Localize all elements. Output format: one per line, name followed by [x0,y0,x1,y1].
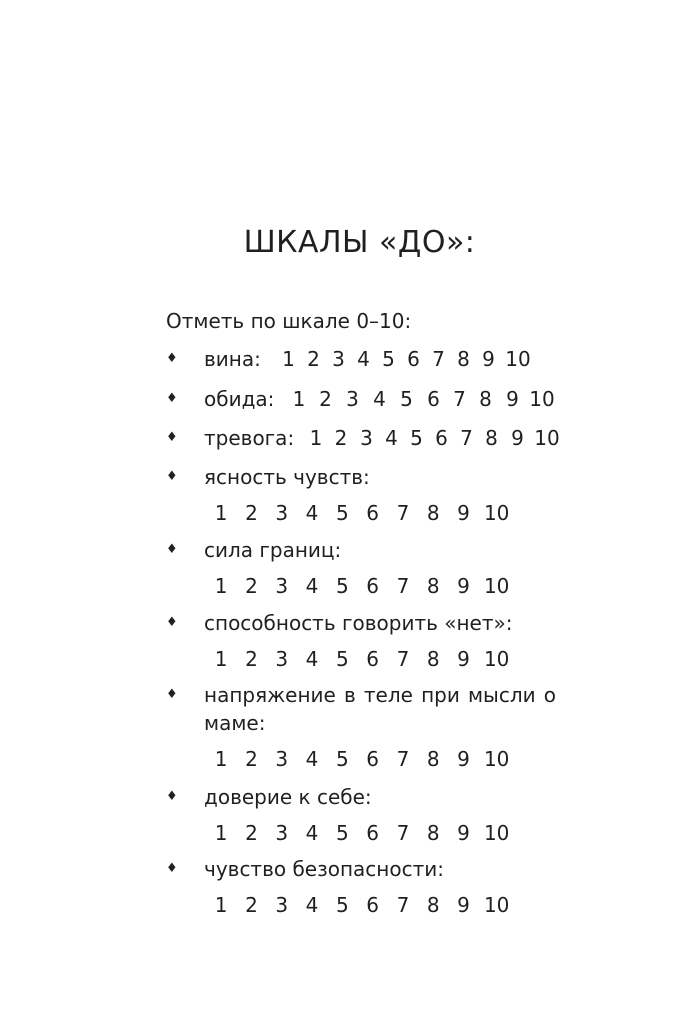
rating-scale-resentment [286,385,558,413]
diamond-bullet-icon: ♦ [166,615,178,630]
scale-item-guilt [166,345,566,373]
scale-label-anxiety: тревога: [204,426,295,450]
rating-9[interactable]: 9 [457,747,470,771]
rating-2[interactable]: 2 [319,387,332,411]
rating-10[interactable]: 10 [483,893,510,917]
rating-4[interactable]: 4 [305,747,319,771]
rating-5[interactable]: 5 [400,387,413,411]
rating-6[interactable]: 6 [366,893,379,917]
rating-1[interactable]: 1 [214,821,228,845]
rating-8[interactable]: 8 [426,647,440,671]
rating-1[interactable]: 1 [309,426,323,450]
rating-4[interactable]: 4 [305,574,319,598]
rating-8[interactable]: 8 [426,747,440,771]
rating-7[interactable]: 7 [432,347,445,371]
scale-label-self-trust: доверие к себе: [204,785,372,809]
scale-item-saying-no [166,609,566,673]
rating-3[interactable]: 3 [275,747,289,771]
rating-2[interactable]: 2 [245,747,258,771]
rating-6[interactable]: 6 [435,426,448,450]
diamond-bullet-icon: ♦ [166,687,178,702]
rating-10[interactable]: 10 [483,574,510,598]
rating-3[interactable]: 3 [275,821,289,845]
rating-4[interactable]: 4 [385,426,398,450]
scale-label-resentment: обида: [204,387,275,411]
rating-1[interactable]: 1 [292,387,306,411]
rating-10[interactable]: 10 [529,387,555,411]
diamond-bullet-icon: ♦ [166,789,178,804]
rating-7[interactable]: 7 [396,747,410,771]
rating-2[interactable]: 2 [245,893,258,917]
rating-10[interactable]: 10 [483,747,510,771]
rating-5[interactable]: 5 [382,347,395,371]
rating-7[interactable]: 7 [396,501,410,525]
rating-3[interactable]: 3 [360,426,373,450]
rating-6[interactable]: 6 [407,347,420,371]
scale-item-safety [166,855,566,919]
scale-item-self-trust [166,783,566,847]
rating-4[interactable]: 4 [305,821,319,845]
rating-9[interactable]: 9 [457,893,470,917]
rating-8[interactable]: 8 [457,347,470,371]
rating-scale-saying-no [206,645,515,673]
rating-scale-body-tension [206,745,515,773]
scale-item-boundaries [166,536,566,600]
rating-4[interactable]: 4 [373,387,386,411]
rating-6[interactable]: 6 [427,387,440,411]
rating-7[interactable]: 7 [453,387,466,411]
rating-5[interactable]: 5 [335,501,349,525]
rating-9[interactable]: 9 [457,574,470,598]
rating-10[interactable]: 10 [483,647,510,671]
scale-label-body-tension: напряжение в теле при мысли о маме: [204,683,556,735]
rating-5[interactable]: 5 [410,426,423,450]
scale-label-guilt: вина: [204,347,261,371]
scale-item-anxiety [166,424,566,452]
rating-5[interactable]: 5 [335,574,349,598]
rating-9[interactable]: 9 [457,647,470,671]
rating-1[interactable]: 1 [214,647,228,671]
diamond-bullet-icon: ♦ [166,351,178,366]
page-title: ШКАЛЫ «ДО»: [243,225,476,260]
scale-label-clarity: ясность чувств: [204,465,370,489]
rating-6[interactable]: 6 [366,574,379,598]
rating-8[interactable]: 8 [485,426,498,450]
rating-4[interactable]: 4 [305,501,319,525]
rating-2[interactable]: 2 [334,426,348,450]
rating-5[interactable]: 5 [335,893,349,917]
rating-1[interactable]: 1 [214,501,228,525]
rating-4[interactable]: 4 [305,647,319,671]
rating-10[interactable]: 10 [483,821,510,845]
scale-label-safety: чувство безопасности: [204,857,444,881]
rating-8[interactable]: 8 [426,501,440,525]
rating-scale-guilt [276,345,535,373]
rating-scale-clarity [206,499,515,527]
rating-7[interactable]: 7 [460,426,473,450]
rating-scale-safety [206,891,515,919]
rating-2[interactable]: 2 [245,647,258,671]
rating-10[interactable]: 10 [534,426,560,450]
scale-item-clarity [166,463,566,527]
rating-1[interactable]: 1 [214,893,228,917]
rating-3[interactable]: 3 [275,647,289,671]
rating-8[interactable]: 8 [426,821,440,845]
rating-1[interactable]: 1 [214,574,228,598]
scale-item-resentment [166,385,566,413]
rating-7[interactable]: 7 [396,647,410,671]
rating-scale-anxiety [304,424,563,452]
rating-8[interactable]: 8 [426,893,440,917]
diamond-bullet-icon: ♦ [166,542,178,557]
rating-8[interactable]: 8 [426,574,440,598]
rating-5[interactable]: 5 [335,647,349,671]
diamond-bullet-icon: ♦ [166,430,178,445]
rating-3[interactable]: 3 [332,347,345,371]
rating-6[interactable]: 6 [366,747,379,771]
rating-3[interactable]: 3 [275,574,289,598]
rating-7[interactable]: 7 [396,821,410,845]
rating-2[interactable]: 2 [245,501,258,525]
rating-4[interactable]: 4 [357,347,370,371]
rating-1[interactable]: 1 [214,747,228,771]
rating-10[interactable]: 10 [505,347,531,371]
diamond-bullet-icon: ♦ [166,391,178,406]
rating-1[interactable]: 1 [282,347,295,371]
rating-6[interactable]: 6 [366,647,379,671]
rating-6[interactable]: 6 [366,821,379,845]
scale-label-boundaries: сила границ: [204,538,342,562]
rating-2[interactable]: 2 [245,574,258,598]
rating-9[interactable]: 9 [482,347,495,371]
rating-scale-boundaries [206,572,515,600]
rating-9[interactable]: 9 [506,387,519,411]
rating-3[interactable]: 3 [275,501,289,525]
rating-2[interactable]: 2 [245,821,258,845]
rating-5[interactable]: 5 [335,821,349,845]
rating-7[interactable]: 7 [396,574,410,598]
rating-9[interactable]: 9 [457,821,470,845]
rating-2[interactable]: 2 [307,347,320,371]
rating-10[interactable]: 10 [483,501,510,525]
rating-3[interactable]: 3 [275,893,289,917]
rating-8[interactable]: 8 [479,387,492,411]
instruction-text: Отметь по шкале 0–10: [166,309,412,333]
rating-scale-self-trust [206,819,515,847]
rating-9[interactable]: 9 [457,501,470,525]
rating-4[interactable]: 4 [305,893,319,917]
rating-9[interactable]: 9 [511,426,524,450]
rating-6[interactable]: 6 [366,501,379,525]
scale-item-body-tension [166,681,566,773]
diamond-bullet-icon: ♦ [166,469,178,484]
rating-7[interactable]: 7 [396,893,410,917]
rating-5[interactable]: 5 [335,747,349,771]
scale-label-saying-no: способность говорить «нет»: [204,611,513,635]
rating-3[interactable]: 3 [346,387,359,411]
diamond-bullet-icon: ♦ [166,861,178,876]
